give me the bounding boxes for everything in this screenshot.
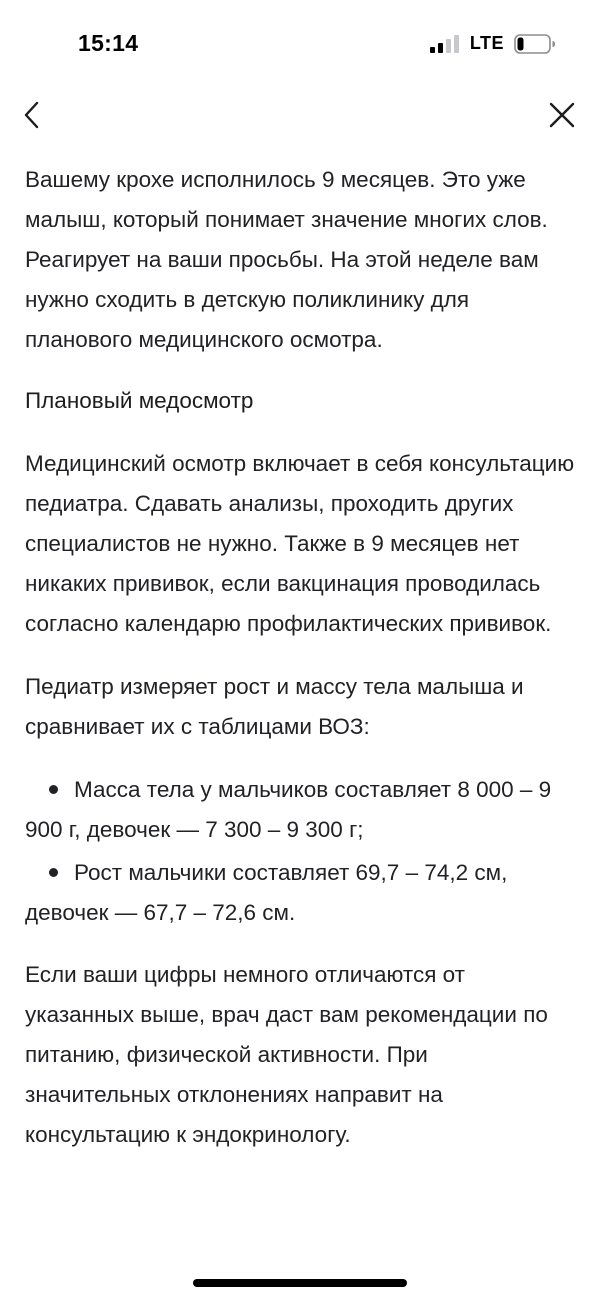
status-time: 15:14: [78, 30, 139, 56]
article-intro-paragraph: Вашему крохе исполнилось 9 месяцев. Это уже малыш, который понимает значение многих слов. Реагирует на ваши просьбы. На этой неделе вам нужно сходить в детскую поликлинику для планового медицинского осмотра.: [25, 167, 548, 352]
exam-paragraph: Медицинский осмотр включает в себя консультацию педиатра. Сдавать анализы, проходить других специалистов не нужно. Также в 9 месяцев нет никаких прививок, если вакцинация проводилась согласно календарю профилактических прививок.: [25, 451, 575, 636]
list-item: [25, 770, 575, 850]
article-content: [25, 160, 575, 1155]
list-item-text: Масса тела у мальчиков составляет 8 000 – 9 900 г, девочек — 7 300 – 9 300 г;: [25, 777, 552, 842]
home-indicator[interactable]: [193, 1279, 407, 1287]
close-icon: [546, 99, 578, 131]
section-heading: Плановый медосмотр: [25, 388, 254, 413]
battery-level-fill: [518, 37, 524, 50]
status-indicators: [430, 33, 556, 54]
who-norms-list: [25, 770, 575, 933]
bullet-icon: [49, 868, 58, 877]
navigation-bar: [0, 95, 600, 139]
list-item-text: Рост мальчики составляет 69,7 – 74,2 см, девочек — 67,7 – 72,6 см.: [25, 860, 508, 925]
status-bar: [0, 0, 600, 90]
pediatr-paragraph: Педиатр измеряет рост и массу тела малыша и сравнивает их с таблицами ВОЗ:: [25, 674, 524, 739]
final-paragraph: Если ваши цифры немного отличаются от указанных выше, врач даст вам рекомендации по питанию, физической активности. При значительных отклонениях направит на консультацию к эндокринологу.: [25, 962, 548, 1147]
bullet-icon: [49, 785, 58, 794]
battery-icon: [514, 34, 556, 54]
cellular-signal-icon: [430, 35, 460, 53]
back-button[interactable]: [18, 97, 48, 133]
chevron-left-icon: [18, 97, 48, 133]
network-type: LTE: [469, 33, 504, 53]
close-button[interactable]: [546, 99, 578, 131]
list-item: [25, 853, 575, 933]
